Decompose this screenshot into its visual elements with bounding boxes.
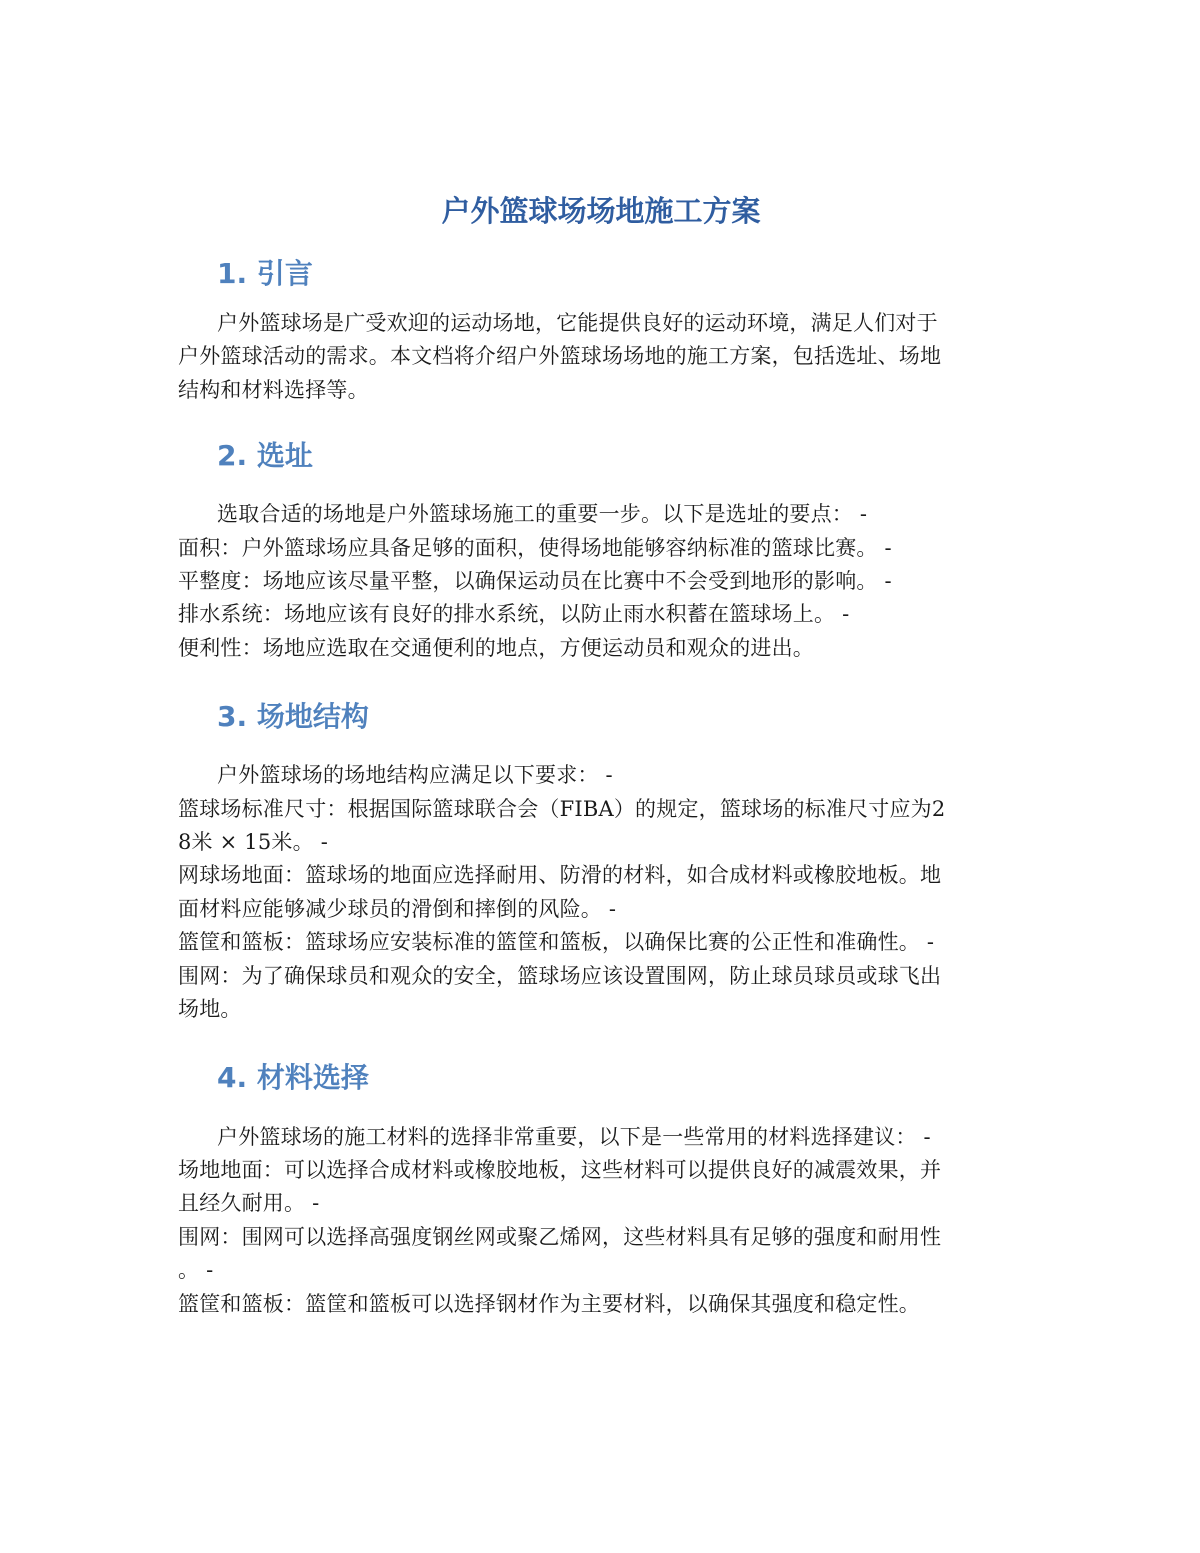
paragraph-line: 户外篮球活动的需求。本文档将介绍户外篮球场场地的施工方案，包括选址、场地 (178, 344, 942, 369)
section-paragraph-site-structure (178, 759, 1024, 1026)
paragraph-line: 便利性：场地应选取在交通便利的地点，方便运动员和观众的进出。 (178, 635, 814, 660)
paragraph-line: 面材料应能够减少球员的滑倒和摔倒的风险。 - (178, 896, 617, 921)
document-body (178, 186, 1024, 1321)
paragraph-line: 排水系统：场地应该有良好的排水系统，以防止雨水积蓄在篮球场上。 - (178, 602, 850, 627)
section-paragraph-site-selection (178, 498, 1024, 665)
paragraph-line: 篮筐和篮板：篮球场应安装标准的篮筐和篮板，以确保比赛的公正性和准确性。 - (178, 930, 935, 955)
paragraph-line: 围网：围网可以选择高强度钢丝网或聚乙烯网，这些材料具有足够的强度和耐用性 (178, 1224, 942, 1249)
section-paragraph-material-selection (178, 1121, 1024, 1321)
paragraph-line: 场地地面：可以选择合成材料或橡胶地板，这些材料可以提供良好的减震效果，并 (178, 1157, 942, 1182)
section-heading-material-selection: 4. 材料选择 (217, 1060, 369, 1094)
paragraph-line: 面积：户外篮球场应具备足够的面积，使得场地能够容纳标准的篮球比赛。 - (178, 535, 892, 560)
paragraph-line: 围网：为了确保球员和观众的安全，篮球场应该设置围网，防止球员球员或球飞出 (178, 963, 942, 988)
section-heading-introduction: 1. 引言 (217, 257, 313, 290)
section-heading-site-selection: 2. 选址 (217, 439, 313, 473)
paragraph-line: 8米 × 15米。 - (178, 830, 328, 855)
paragraph-line: 场地。 (178, 997, 242, 1022)
section-heading-site-structure: 3. 场地结构 (217, 700, 369, 734)
paragraph-line: 网球场地面：篮球场的地面应选择耐用、防滑的材料，如合成材料或橡胶地板。地 (178, 863, 942, 888)
paragraph-line: 户外篮球场的施工材料的选择非常重要，以下是一些常用的材料选择建议： - (217, 1124, 931, 1149)
paragraph-line: 选取合适的场地是户外篮球场施工的重要一步。以下是选址的要点： - (217, 502, 868, 527)
paragraph-line: 平整度：场地应该尽量平整，以确保运动员在比赛中不会受到地形的影响。 - (178, 569, 892, 594)
paragraph-line: 。 - (178, 1258, 214, 1283)
paragraph-line: 篮筐和篮板：篮筐和篮板可以选择钢材作为主要材料，以确保其强度和稳定性。 (178, 1291, 920, 1316)
document-title: 户外篮球场场地施工方案 (441, 194, 761, 228)
section-paragraph-introduction (178, 307, 1024, 407)
paragraph-line: 且经久耐用。 - (178, 1191, 320, 1216)
paragraph-line: 结构和材料选择等。 (178, 377, 369, 402)
paragraph-line: 户外篮球场的场地结构应满足以下要求： - (217, 763, 613, 788)
paragraph-line: 篮球场标准尺寸：根据国际篮球联合会（FIBA）的规定，篮球场的标准尺寸应为2 (178, 796, 946, 821)
paragraph-line: 户外篮球场是广受欢迎的运动场地，它能提供良好的运动环境，满足人们对于 (217, 311, 938, 335)
